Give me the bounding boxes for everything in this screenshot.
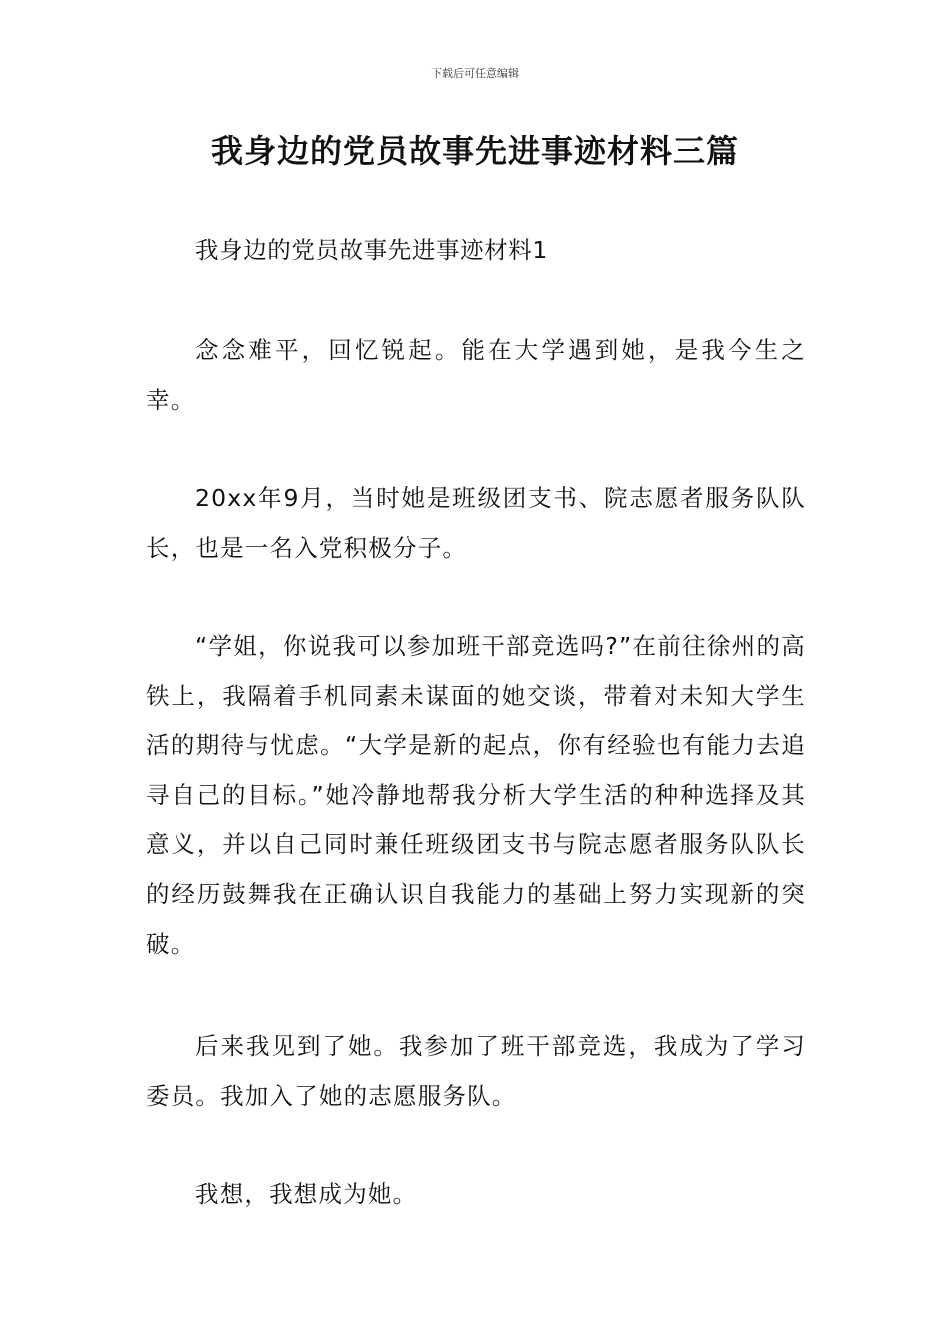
- section-heading: 我身边的党员故事先进事迹材料1: [195, 236, 548, 264]
- document-title: 我身边的党员故事先进事迹材料三篇: [210, 132, 739, 170]
- paragraph-3: “学姐，你说我可以参加班干部竞选吗?”在前往徐州的高铁上，我隔着手机同素未谋面的她交谈，带着对未知大学生活的期待与忧虑。“大学是新的起点，你有经验也有能力去追寻自己的目标。”她冷静地帮我分析大学生活的种种选择及其意义，并以自己同时兼任班级团支书与院志愿者服务队队长的经历鼓舞我在正确认识自我能力的基础上努力实现新的突破。: [146, 632, 806, 958]
- paragraph-2: 20xx年9月，当时她是班级团支书、院志愿者服务队队长，也是一名入党积极分子。: [146, 484, 806, 562]
- paragraph-4: 后来我见到了她。我参加了班干部竞选，我成为了学习委员。我加入了她的志愿服务队。: [146, 1032, 806, 1110]
- paragraph-1: 念念难平，回忆锐起。能在大学遇到她，是我今生之幸。: [146, 336, 806, 414]
- paragraph-5: 我想，我想成为她。: [195, 1180, 418, 1208]
- header-note: 下载后可任意编辑: [431, 67, 519, 80]
